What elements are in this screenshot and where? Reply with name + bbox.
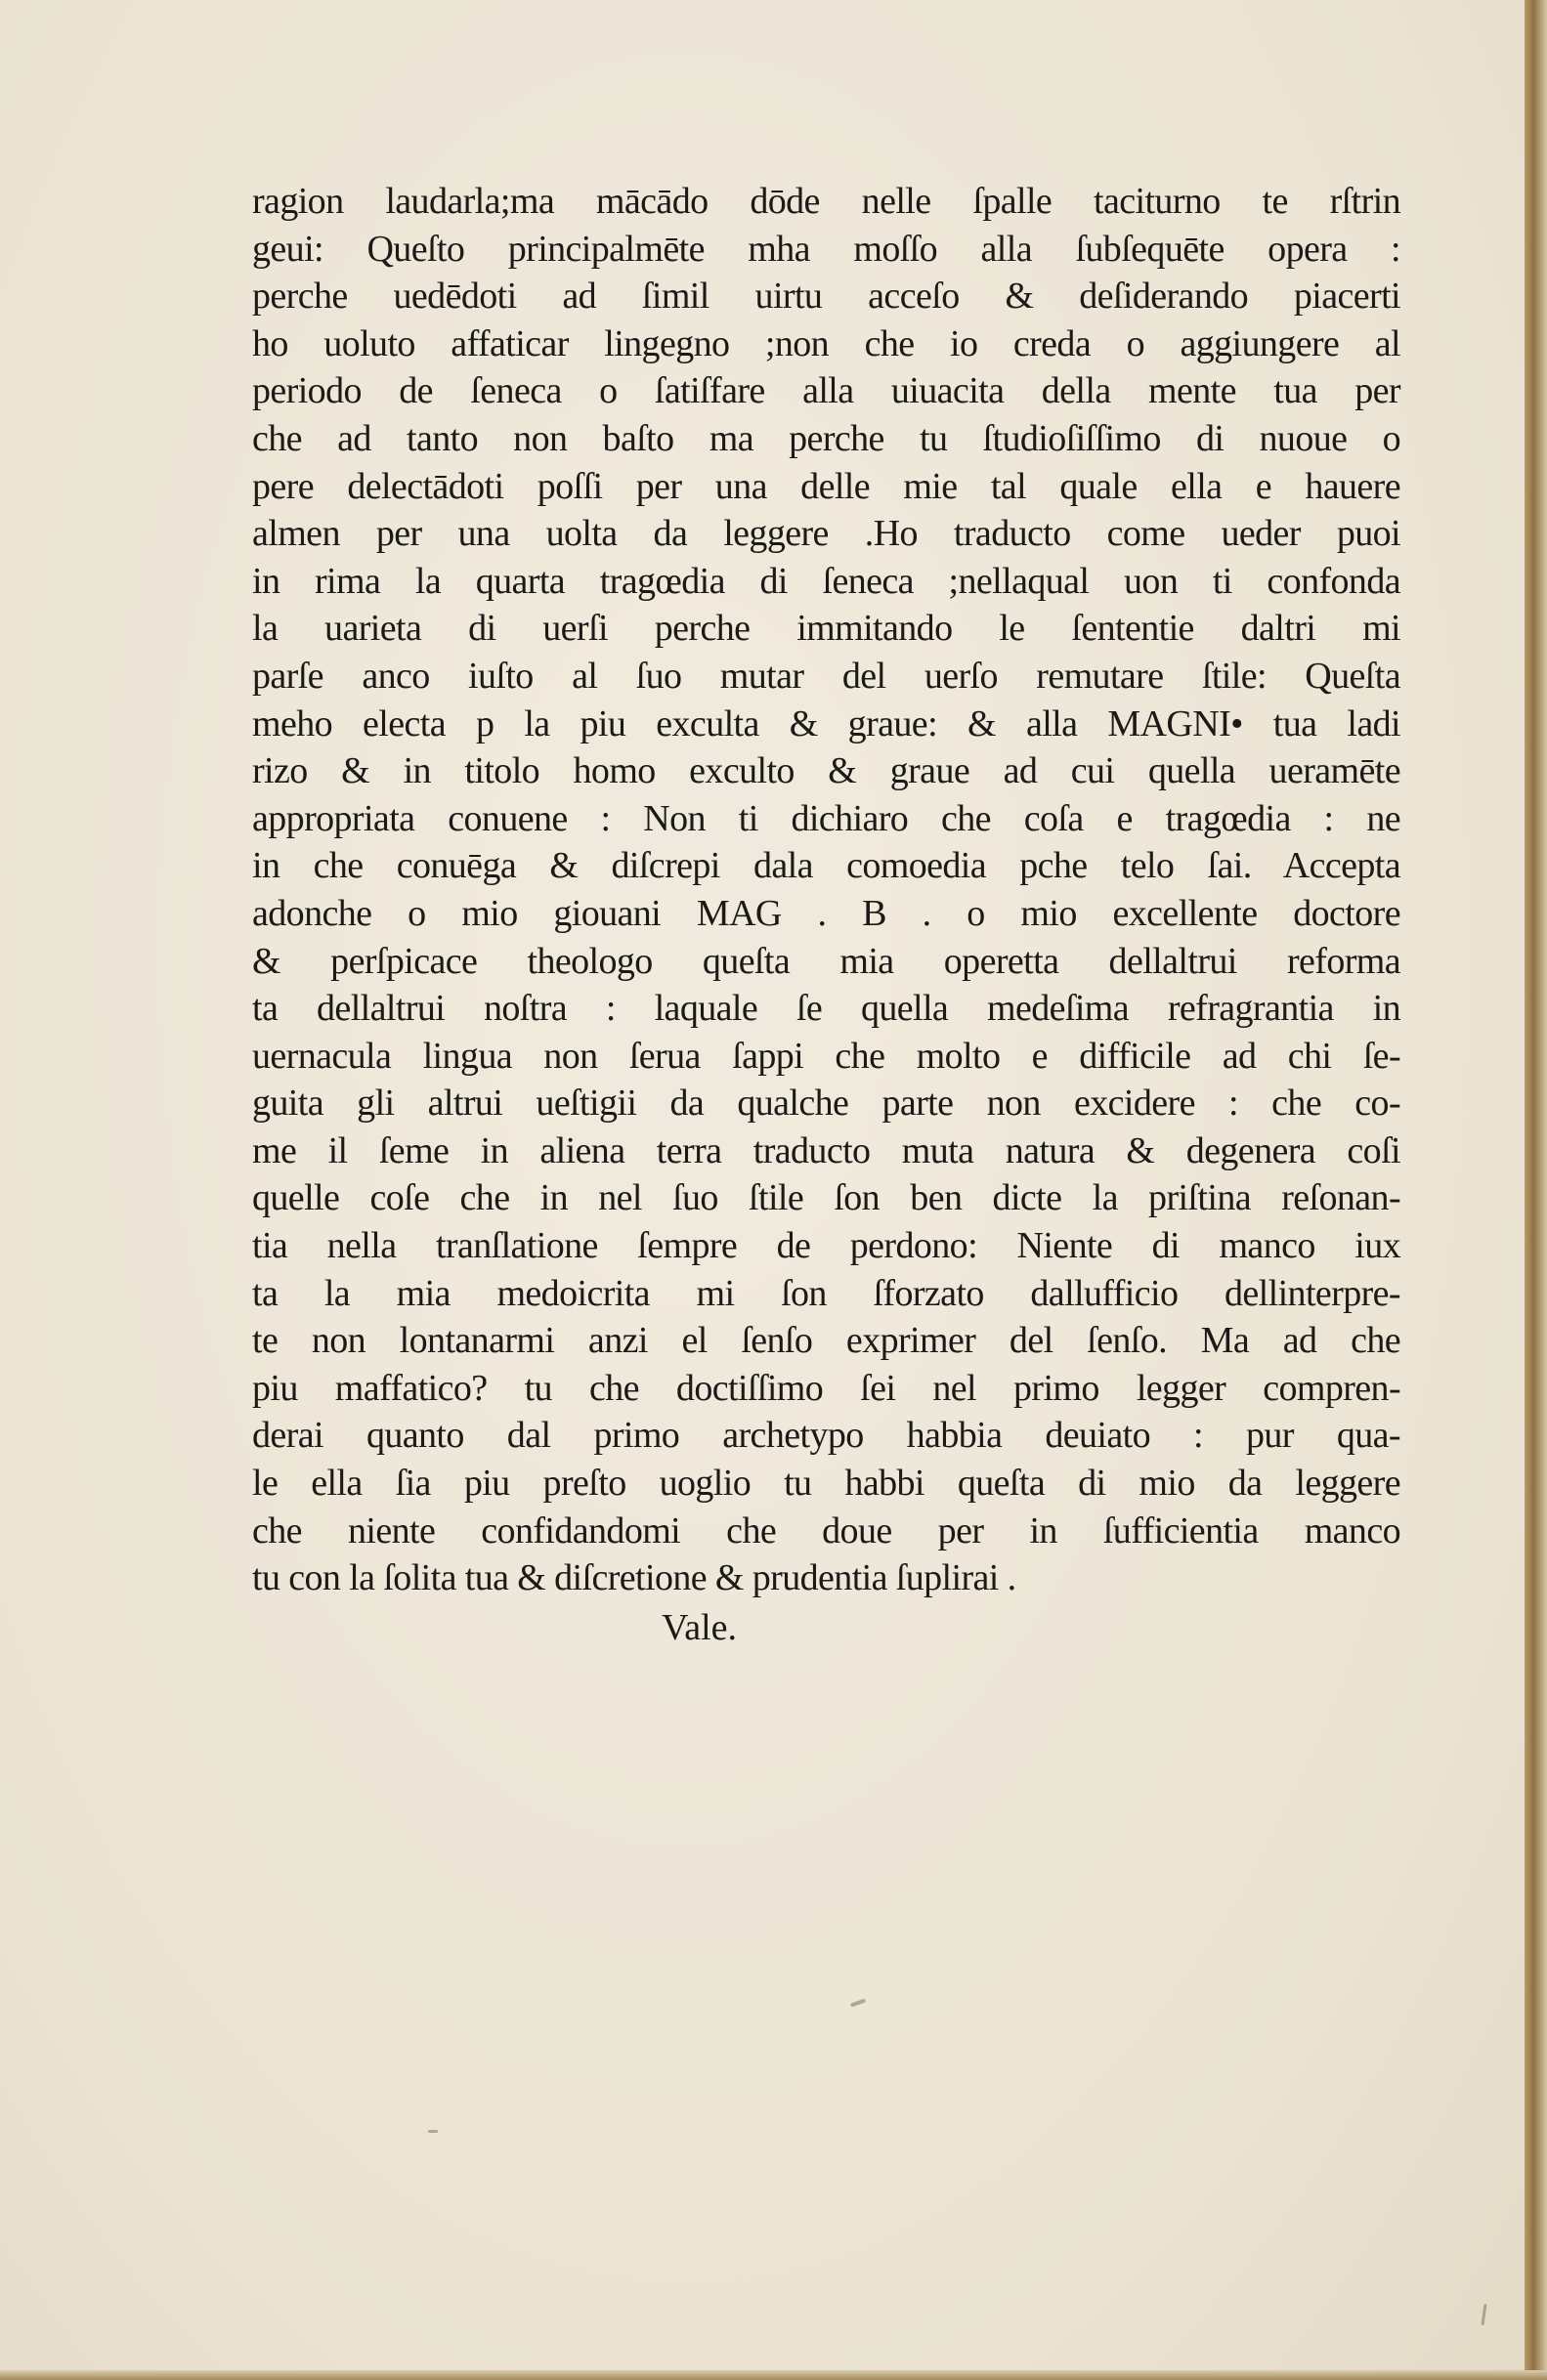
page-edge-right <box>1525 0 1547 2380</box>
text-line: in rima la quarta tragœdia di ſeneca ;nellaqual uon ti confonda <box>252 560 1400 602</box>
closing-salutation: Vale. <box>661 1606 738 1648</box>
text-line: in che conuēga & diſcrepi dala comoedia pche telo ſai. Accepta <box>252 845 1400 887</box>
letter-body <box>252 178 1400 1651</box>
show-through-text <box>821 1651 1427 1807</box>
text-line: me il ſeme in aliena terra traducto muta natura & degenera coſi <box>252 1129 1400 1171</box>
text-line: perche uedēdoti ad ſimil uirtu acceſo & deſiderando piacerti <box>252 276 1400 318</box>
paper-blemish <box>850 1998 866 2007</box>
text-line: geui: Queſto principalmēte mha moſſo alla ſubſequēte opera : <box>252 228 1400 270</box>
text-line: appropriata conuene : Non ti dichiaro che coſa e tragœdia : ne <box>252 797 1400 839</box>
text-line: tia nella tranſlatione ſempre de perdono: Niente di manco iux <box>252 1225 1400 1267</box>
text-line: ho uoluto affaticar lingegno ;non che io creda o aggiungere al <box>252 322 1400 364</box>
text-line: pere delectādoti poſſi per una delle mie tal quale ella e hauere <box>252 465 1400 507</box>
text-line: piu maffatico? tu che doctiſſimo ſei nel primo legger compren- <box>252 1367 1400 1409</box>
text-line: che niente confidandomi che doue per in ſufficientia manco <box>252 1509 1400 1551</box>
text-line: periodo de ſeneca o ſatiſfare alla uiuacita della mente tua per <box>252 370 1400 412</box>
paper-blemish <box>1481 2304 1486 2325</box>
text-line: derai quanto dal primo archetypo habbia deuiato : pur qua- <box>252 1415 1400 1457</box>
text-line: meho electa p la piu exculta & graue: & alla MAGNI• tua ladi <box>252 702 1400 744</box>
text-line: te non lontanarmi anzi el ſenſo exprimer del ſenſo. Ma ad che <box>252 1320 1400 1362</box>
text-line: la uarieta di uerſi perche immitando le ſententie daltri mi <box>252 608 1400 650</box>
paper-blemish <box>428 2130 438 2133</box>
text-line: ragion laudarla;ma mācādo dōde nelle ſpalle taciturno te rſtrin <box>252 181 1400 222</box>
text-line: uernacula lingua non ſerua ſappi che molto e difficile ad chi ſe- <box>252 1035 1400 1077</box>
text-line: quelle coſe che in nel ſuo ſtile ſon ben dicte la priſtina reſonan- <box>252 1177 1400 1219</box>
text-line: ta dellaltrui noſtra : laquale ſe quella medeſima refragrantia in <box>252 988 1400 1030</box>
text-line: rizo & in titolo homo exculto & graue ad cui quella ueramēte <box>252 750 1400 792</box>
text-line: & perſpicace theologo queſta mia operetta dellaltrui reforma <box>252 940 1400 982</box>
text-line: parſe anco iuſto al ſuo mutar del uerſo remutare ſtile: Queſta <box>252 655 1400 697</box>
text-line: le ella ſia piu preſto uoglio tu habbi queſta di mio da leggere <box>252 1463 1400 1505</box>
text-line: che ad tanto non baſto ma perche tu ſtudioſiſſimo di nuoue o <box>252 417 1400 459</box>
text-line: almen per una uolta da leggere .Ho traducto come ueder puoi <box>252 513 1400 555</box>
text-line: ta la mia medoicrita mi ſon ſforzato dallufficio dellinterpre- <box>252 1272 1400 1314</box>
page-edge-bottom <box>0 2370 1547 2380</box>
text-line: guita gli altrui ueſtigii da qualche parte non excidere : che co- <box>252 1083 1400 1125</box>
text-line: tu con la ſolita tua & diſcretione & prudentia ſuplirai . <box>252 1557 1016 1599</box>
text-line: adonche o mio giouani MAG . B . o mio excellente doctore <box>252 892 1400 934</box>
